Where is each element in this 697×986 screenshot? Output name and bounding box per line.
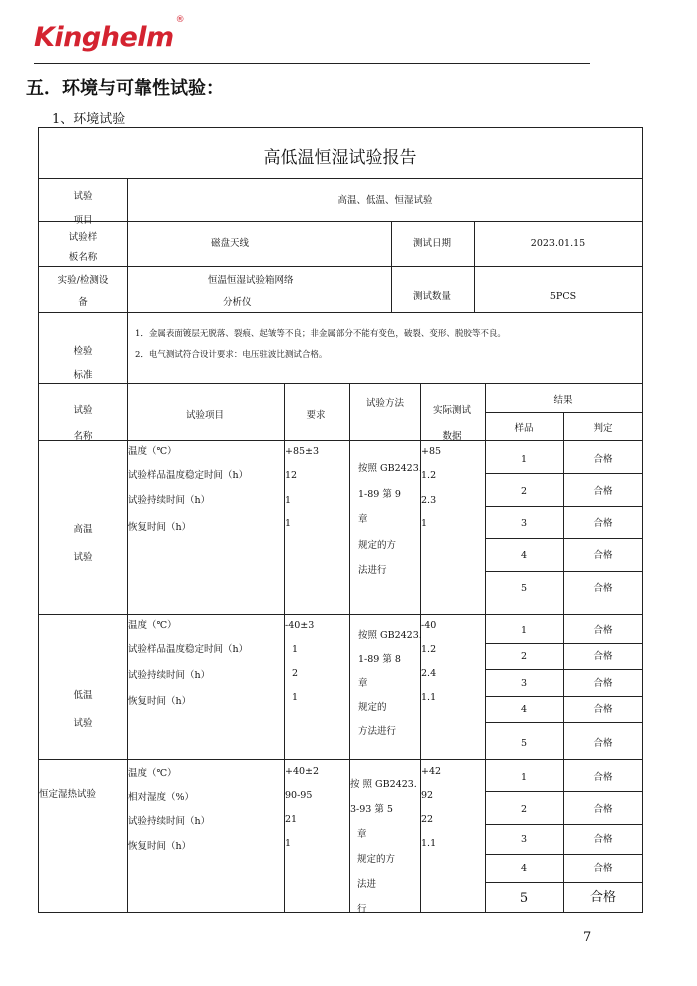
sample-number: 2 [520, 804, 528, 815]
test-item: 温度（℃） [128, 446, 177, 457]
judgement: 合格 [593, 772, 613, 783]
sample-number: 3 [520, 834, 528, 845]
requirement: -40±3 [285, 620, 315, 631]
judgement: 合格 [593, 518, 613, 529]
judgement: 合格 [593, 834, 613, 845]
actual-value: 1.1 [421, 838, 437, 849]
item-label: 试验 项目 [73, 191, 93, 226]
col-item-header: 试验项目 [185, 410, 225, 421]
test-item: 温度（℃） [128, 768, 177, 779]
actual-value: +42 [421, 766, 442, 777]
sample-number: 5 [520, 583, 528, 594]
requirement: 1 [292, 692, 299, 703]
sample-number: 4 [520, 550, 528, 561]
actual-value: 92 [421, 790, 434, 801]
judgement: 合格 [593, 704, 613, 715]
test-item: 温度（℃） [128, 620, 177, 631]
requirement: +85±3 [285, 446, 320, 457]
date-value: 2023.01.15 [530, 238, 586, 249]
requirement: 1 [292, 644, 299, 655]
col-name-header: 试验 名称 [73, 405, 93, 442]
test-method: 按 照 GB2423. 3-93 第 5 章 规定的方 法进 行 [350, 779, 417, 915]
judgement: 合格 [589, 890, 617, 905]
section-heading: 五．环境与可靠性试验： [26, 78, 224, 99]
sample-number: 4 [520, 863, 528, 874]
judgement: 合格 [593, 625, 613, 636]
standard-item-1: 1．金属表面镀层无脱落、裂痕、起皱等不良；非金属部分不能有变色，破裂、变形、脱胶等不良。 [135, 329, 506, 339]
test-item: 试验样品温度稳定时间（h） [128, 470, 249, 481]
sample-number: 2 [520, 486, 528, 497]
actual-value: 1 [421, 518, 428, 529]
requirement: 1 [285, 495, 292, 506]
sample-number: 4 [520, 704, 528, 715]
requirement: 21 [285, 814, 298, 825]
judgement: 合格 [593, 651, 613, 662]
judgement: 合格 [593, 583, 613, 594]
judgement: 合格 [593, 863, 613, 874]
report-title: 高低温恒湿试验报告 [263, 148, 417, 168]
judgement: 合格 [593, 804, 613, 815]
requirement: 2 [292, 668, 299, 679]
test-item: 试验持续时间（h） [128, 670, 211, 681]
quantity-value: 5PCS [549, 291, 577, 302]
col-sample-header: 样品 [514, 423, 534, 434]
judgement: 合格 [593, 486, 613, 497]
judgement: 合格 [593, 550, 613, 561]
actual-value: 2.4 [421, 668, 437, 679]
equipment-label: 实验/检测设 备 [57, 275, 109, 308]
test-item: 相对湿度（%） [128, 792, 195, 803]
actual-value: +85 [421, 446, 442, 457]
sample-value: 磁盘天线 [210, 238, 250, 249]
sample-number: 5 [519, 891, 529, 906]
judgement: 合格 [593, 738, 613, 749]
actual-value: 2.3 [421, 495, 437, 506]
col-method-header: 试验方法 [365, 398, 405, 409]
page-number: 7 [583, 930, 592, 945]
requirement: 1 [285, 518, 292, 529]
sample-label: 试验样 板名称 [68, 232, 98, 263]
equipment-value: 恒温恒湿试验箱网络 分析仪 [208, 275, 294, 308]
requirement: 12 [285, 470, 298, 481]
col-actual-header: 实际测试 数据 [432, 405, 472, 442]
test-method: 按照 GB2423. 1-89 第 8 章 规定的 方法进行 [358, 630, 422, 737]
col-req-header: 要求 [306, 410, 326, 421]
sub-heading: 1、环境试验 [52, 112, 126, 127]
sample-number: 3 [520, 678, 528, 689]
actual-value: 1.2 [421, 644, 437, 655]
section-name: 高温 试验 [73, 524, 93, 563]
actual-value: 1.1 [421, 692, 437, 703]
standard-item-2: 2．电气测试符合设计要求：电压驻波比测试合格。 [135, 350, 328, 360]
judgement: 合格 [593, 454, 613, 465]
col-judge-header: 判定 [593, 423, 613, 434]
sample-number: 1 [520, 454, 528, 465]
actual-value: -40 [421, 620, 437, 631]
judgement: 合格 [593, 678, 613, 689]
test-item: 试验持续时间（h） [128, 495, 211, 506]
brand-logo: Kinghelm® [34, 15, 185, 53]
sample-number: 5 [520, 738, 528, 749]
test-item: 恢复时间（h） [128, 522, 192, 533]
sample-number: 1 [520, 625, 528, 636]
quantity-label: 测试数量 [412, 291, 452, 302]
col-result-header: 结果 [553, 395, 573, 406]
requirement: 90-95 [285, 790, 313, 801]
sample-number: 1 [520, 772, 528, 783]
sample-number: 2 [520, 651, 528, 662]
section-name: 恒定湿热试验 [39, 789, 97, 800]
test-method: 按照 GB2423. 1-89 第 9 章 规定的方 法进行 [358, 463, 422, 576]
requirement: +40±2 [285, 766, 320, 777]
actual-value: 1.2 [421, 470, 437, 481]
actual-value: 22 [421, 814, 434, 825]
test-item: 试验持续时间（h） [128, 816, 211, 827]
sample-number: 3 [520, 518, 528, 529]
test-item: 恢复时间（h） [128, 841, 192, 852]
test-item: 恢复时间（h） [128, 696, 192, 707]
section-name: 低温 试验 [73, 690, 93, 729]
requirement: 1 [285, 838, 292, 849]
standard-label: 检验 标准 [73, 346, 93, 381]
test-item: 试验样品温度稳定时间（h） [128, 644, 249, 655]
date-label: 测试日期 [412, 238, 452, 249]
item-value: 高温、低温、恒湿试验 [337, 195, 433, 206]
